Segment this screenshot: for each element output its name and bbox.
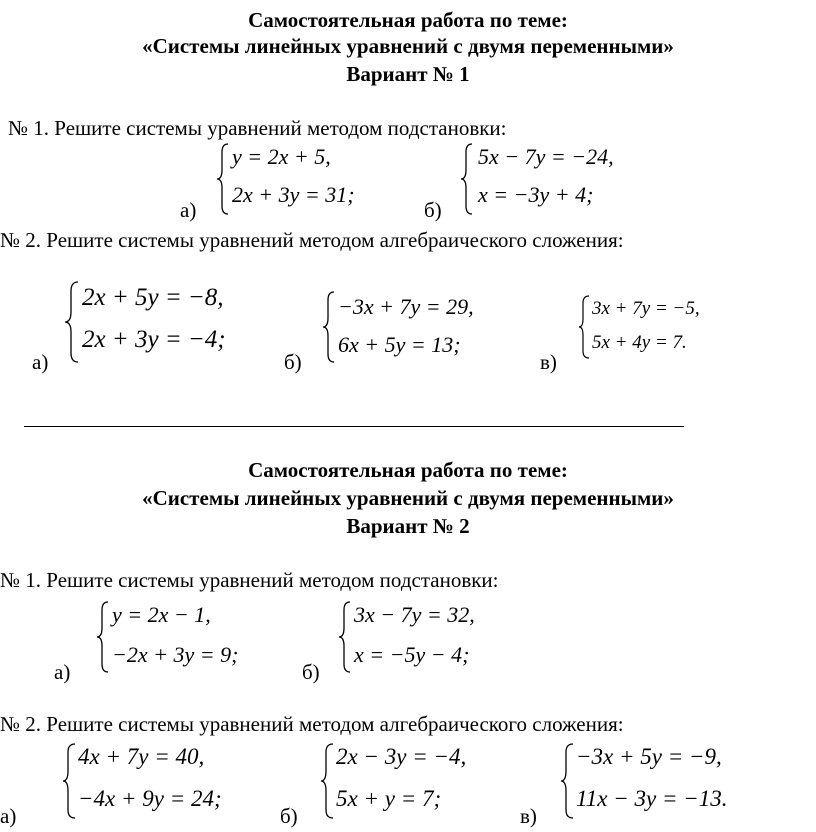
label-b: б) [424, 198, 442, 222]
equation-line: 3x + 7y = −5, [592, 298, 700, 319]
label-a: а) [54, 660, 71, 684]
equation-line: y = 2x − 1, [112, 602, 211, 627]
equation-line: −3x + 5y = −9, [576, 744, 722, 769]
label-a: а) [32, 350, 49, 374]
label-a: а) [180, 198, 197, 222]
brace-icon [578, 294, 591, 360]
equation-system [578, 294, 748, 360]
brace-icon [320, 742, 335, 820]
equation-system [560, 742, 800, 820]
equation-line: 2x + 3y = −4; [82, 326, 226, 353]
label-a: а) [0, 804, 17, 828]
brace-icon [216, 142, 230, 216]
brace-icon [460, 142, 474, 216]
heading-variant: Вариант № 1 [346, 62, 470, 86]
heading-topic: «Системы линейных уравнений с двумя переменными» [142, 486, 674, 510]
equation-line: 2x + 5y = −8, [82, 284, 224, 311]
brace-icon [62, 742, 77, 820]
label-b: б) [280, 804, 298, 828]
label-c: в) [520, 804, 537, 828]
equation-system [216, 142, 406, 216]
equation-line: 3x − 7y = 32, [354, 602, 475, 627]
equation-system [64, 280, 264, 364]
label-b: б) [284, 350, 302, 374]
equation-system [322, 290, 522, 364]
equation-line: 5x + y = 7; [336, 786, 442, 811]
label-c: в) [540, 350, 557, 374]
brace-icon [322, 290, 336, 364]
brace-icon [560, 742, 575, 820]
equation-line: x = −3y + 4; [478, 182, 594, 207]
equation-line: 6x + 5y = 13; [338, 332, 461, 357]
brace-icon [96, 600, 110, 674]
equation-system [320, 742, 520, 820]
heading-topic: «Системы линейных уравнений с двумя переменными» [142, 34, 674, 58]
equation-line: 2x + 3y = 31; [232, 182, 355, 207]
equation-line: −4x + 9y = 24; [78, 786, 222, 811]
heading-title: Самостоятельная работа по теме: [248, 8, 568, 32]
equation-line: 4x + 7y = 40, [78, 744, 205, 769]
heading-title: Самостоятельная работа по теме: [248, 458, 568, 482]
equation-line: −2x + 3y = 9; [112, 642, 239, 667]
task1-title: № 1. Решите системы уравнений методом подстановки: [8, 116, 507, 140]
equation-system [338, 600, 538, 674]
equation-line: 5x + 4y = 7. [592, 332, 687, 353]
equation-line: 5x − 7y = −24, [478, 144, 614, 169]
task1-title: № 1. Решите системы уравнений методом подстановки: [0, 568, 499, 592]
equation-line: 2x − 3y = −4, [336, 744, 467, 769]
equation-line: −3x + 7y = 29, [338, 294, 474, 319]
equation-line: 11x − 3y = −13. [576, 786, 728, 811]
equation-system [460, 142, 660, 216]
task2-title: № 2. Решите системы уравнений методом алгебраического сложения: [0, 228, 624, 252]
equation-system [62, 742, 272, 820]
brace-icon [64, 280, 80, 364]
task2-title: № 2. Решите системы уравнений методом алгебраического сложения: [0, 712, 624, 736]
brace-icon [338, 600, 352, 674]
divider [24, 426, 684, 427]
equation-line: x = −5y − 4; [354, 642, 470, 667]
heading-variant: Вариант № 2 [346, 514, 470, 538]
equation-system [96, 600, 296, 674]
equation-line: y = 2x + 5, [232, 144, 331, 169]
label-b: б) [302, 660, 320, 684]
